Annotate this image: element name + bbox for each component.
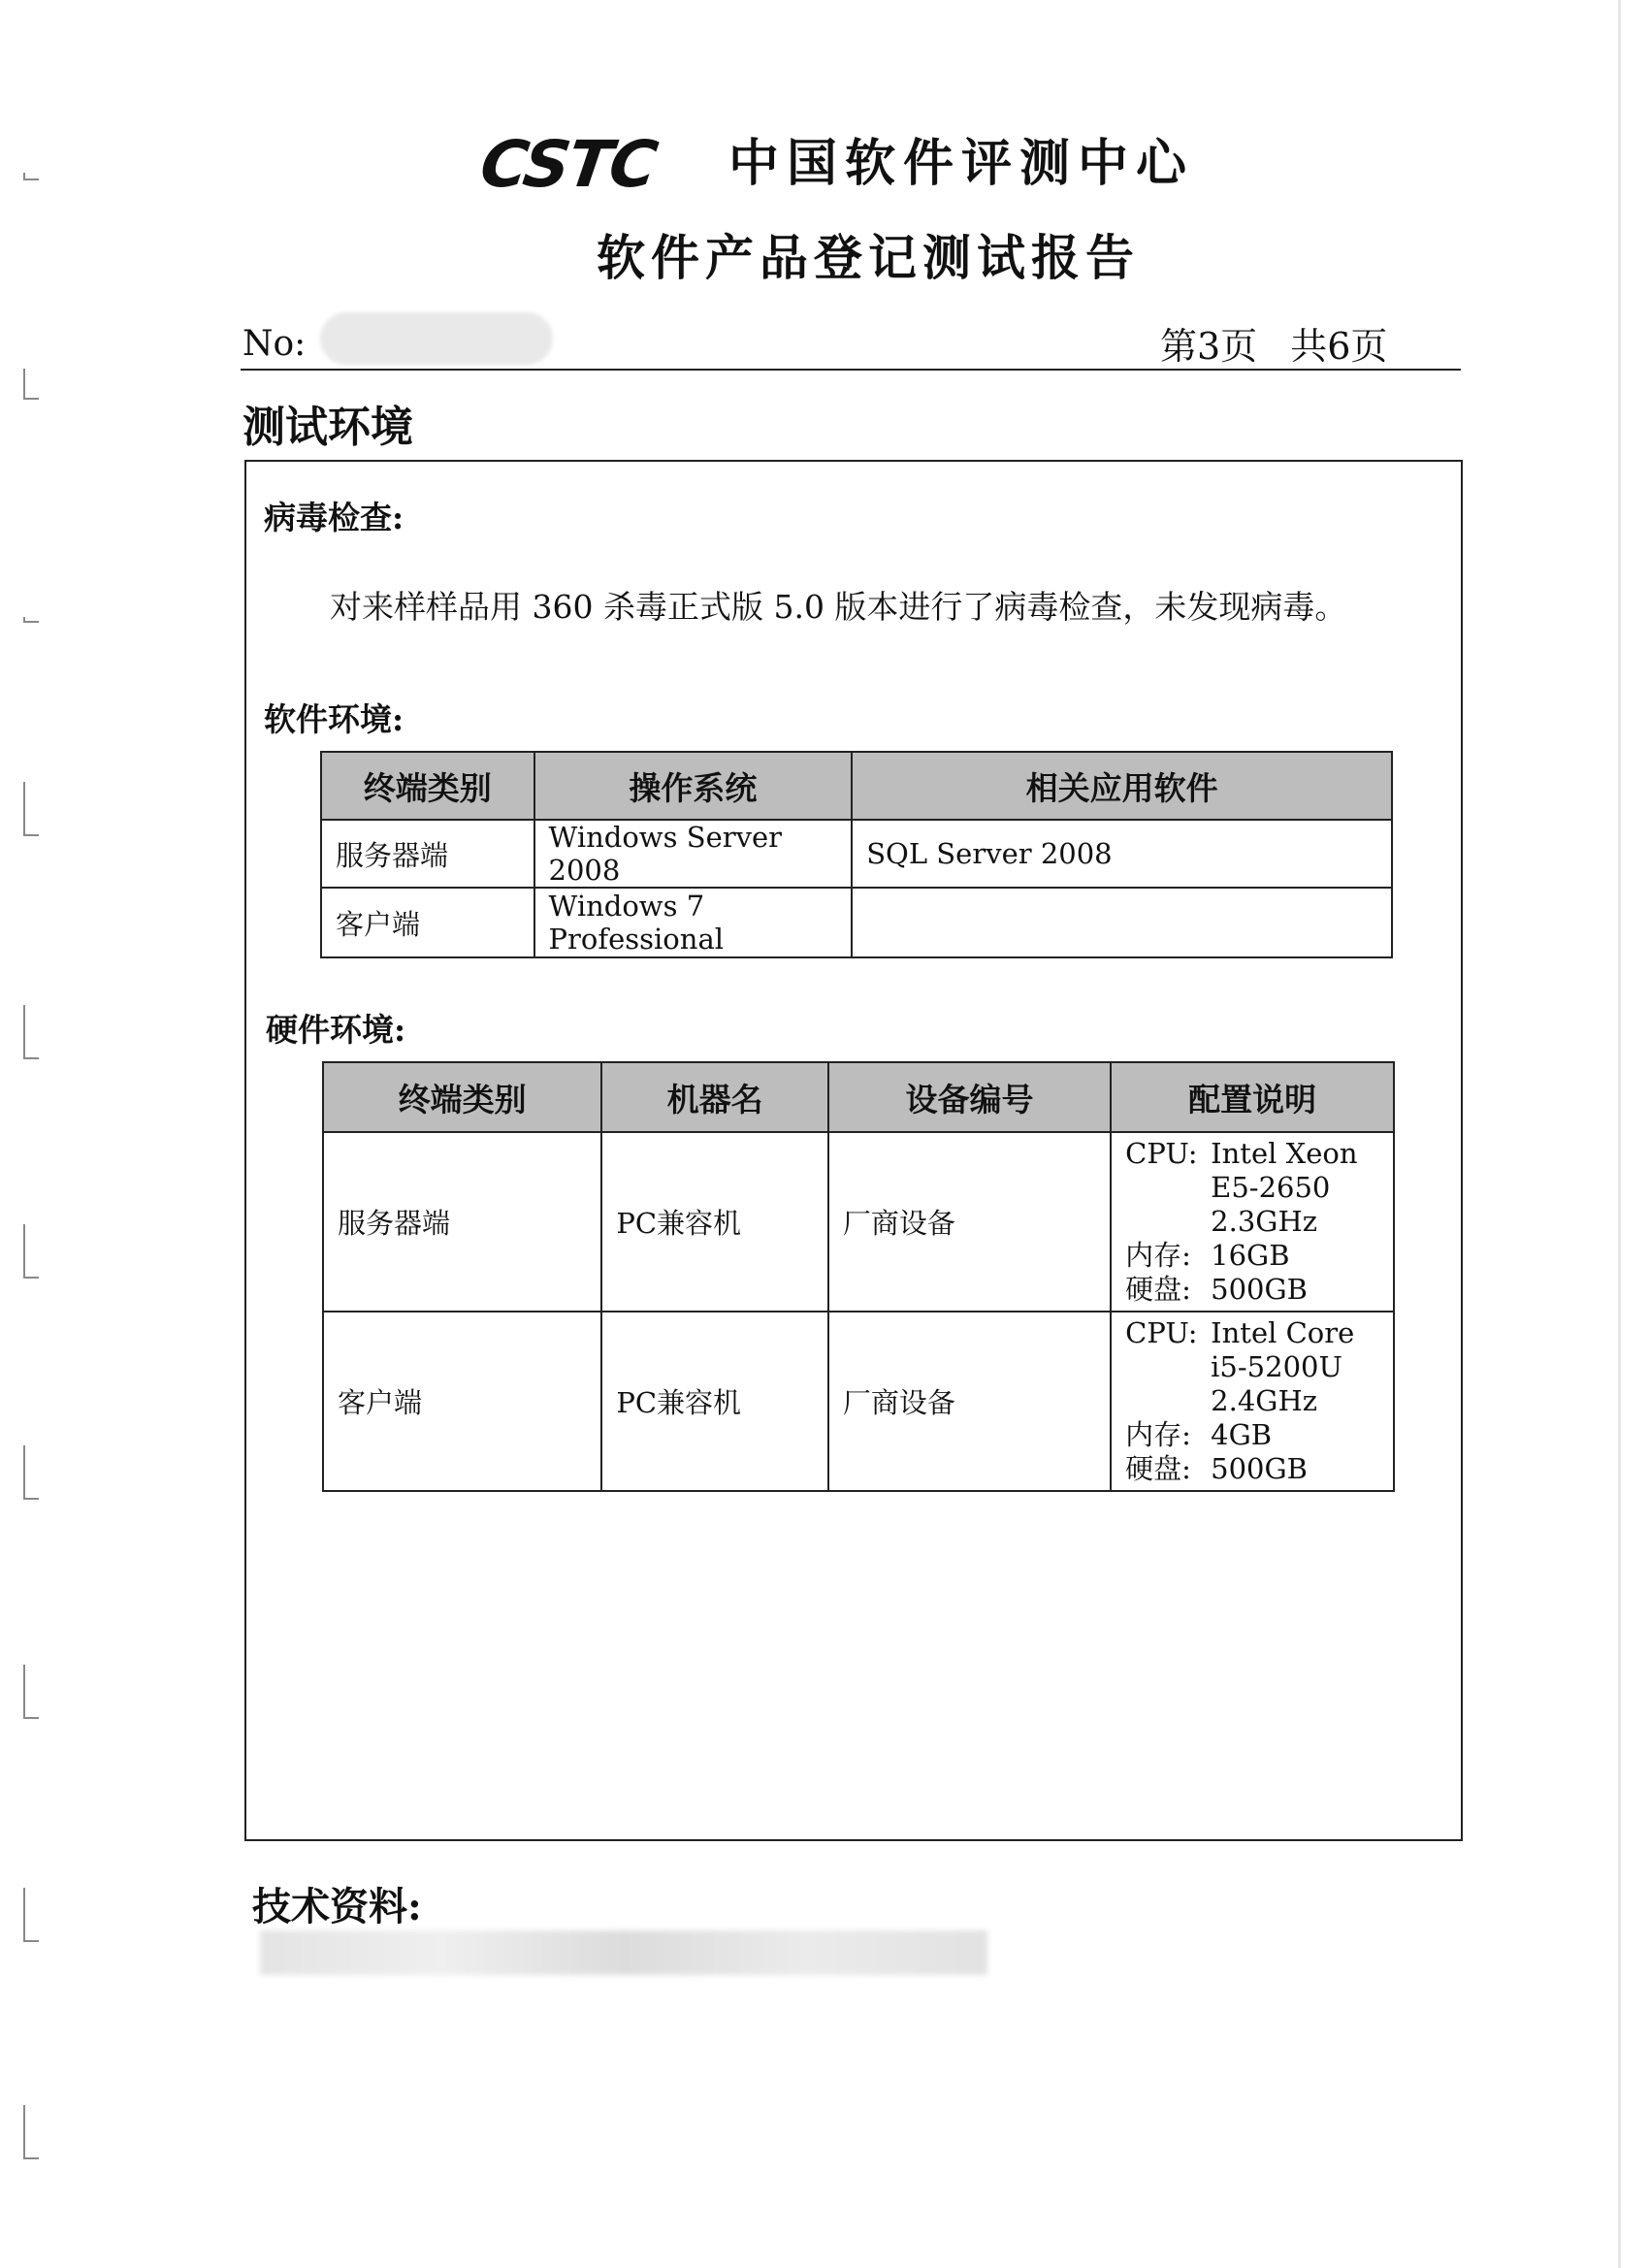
cpu-value: Intel Core	[1211, 1316, 1355, 1349]
software-env-heading: 软件环境:	[264, 700, 404, 738]
terminal-type-cell: 客户端	[323, 1312, 601, 1491]
center-name: 中国软件评测中心	[728, 135, 1195, 193]
terminal-type-cell: 客户端	[321, 888, 534, 957]
cstc-logo: CSTC	[475, 127, 661, 202]
column-header: 操作系统	[534, 752, 853, 820]
scan-edge	[1618, 0, 1621, 2268]
binding-mark	[23, 1445, 39, 1500]
device-number-cell: 厂商设备	[828, 1312, 1111, 1491]
disk-value: 500GB	[1211, 1273, 1308, 1306]
table-header-row	[321, 752, 1392, 820]
header-logo-row	[475, 127, 1277, 209]
column-header: 终端类别	[323, 1062, 601, 1132]
memory-label: 内存:	[1125, 1418, 1191, 1451]
cpu-value: 2.3GHz	[1211, 1205, 1318, 1238]
table-row	[321, 820, 1392, 888]
report-title: 软件产品登记测试报告	[597, 230, 1140, 286]
hardware-env-heading: 硬件环境:	[266, 1011, 406, 1049]
app-cell: SQL Server 2008	[852, 820, 1392, 888]
memory-label: 内存:	[1125, 1239, 1191, 1272]
section-title: 测试环境	[242, 403, 413, 452]
binding-mark	[23, 782, 39, 836]
column-header: 机器名	[601, 1062, 828, 1132]
binding-mark	[23, 173, 39, 180]
binding-mark	[23, 2105, 39, 2159]
memory-value: 16GB	[1211, 1239, 1290, 1272]
machine-name-cell: PC兼容机	[601, 1132, 828, 1312]
binding-mark	[23, 1665, 39, 1719]
column-header: 配置说明	[1111, 1062, 1394, 1132]
disk-label: 硬盘:	[1125, 1273, 1191, 1306]
redacted-report-number	[320, 312, 553, 365]
disk-label: 硬盘:	[1125, 1452, 1191, 1485]
header-rule	[241, 369, 1461, 371]
cpu-label: CPU:	[1125, 1137, 1198, 1170]
hardware-env-table	[322, 1061, 1395, 1492]
terminal-type-cell: 服务器端	[321, 820, 534, 888]
terminal-type-cell: 服务器端	[323, 1132, 601, 1312]
cpu-value: 2.4GHz	[1211, 1384, 1318, 1417]
table-header-row	[323, 1062, 1394, 1132]
device-number-cell: 厂商设备	[828, 1132, 1111, 1312]
table-row	[323, 1132, 1394, 1312]
virus-check-text: 对来样样品用 360 杀毒正式版 5.0 版本进行了病毒检查，未发现病毒。	[330, 588, 1347, 626]
report-number-label: No:	[242, 324, 307, 364]
binding-mark	[23, 1005, 39, 1059]
column-header: 终端类别	[321, 752, 534, 820]
page-total: 共6页	[1290, 325, 1388, 368]
cpu-label: CPU:	[1125, 1316, 1198, 1349]
tech-docs-heading: 技术资料:	[252, 1884, 422, 1929]
binding-mark	[23, 617, 39, 623]
virus-check-heading: 病毒检查:	[264, 499, 404, 536]
software-env-table	[320, 751, 1393, 958]
os-cell: Windows 7 Professional	[534, 888, 853, 957]
page-info	[1160, 316, 1387, 370]
binding-mark	[23, 369, 39, 400]
config-cell	[1111, 1132, 1394, 1312]
cpu-value: Intel Xeon	[1211, 1137, 1358, 1170]
column-header: 相关应用软件	[852, 752, 1392, 820]
machine-name-cell: PC兼容机	[601, 1312, 828, 1491]
redacted-tech-docs-text	[260, 1930, 987, 1975]
os-cell: Windows Server 2008	[534, 820, 853, 888]
table-row	[323, 1312, 1394, 1491]
binding-mark	[23, 1888, 39, 1942]
table-row	[321, 888, 1392, 957]
binding-mark	[23, 1224, 39, 1279]
app-cell	[852, 888, 1392, 957]
column-header: 设备编号	[828, 1062, 1111, 1132]
memory-value: 4GB	[1211, 1418, 1273, 1451]
cpu-value: E5-2650	[1211, 1171, 1331, 1204]
cpu-value: i5-5200U	[1211, 1350, 1342, 1383]
disk-value: 500GB	[1211, 1452, 1308, 1485]
page-current: 第3页	[1160, 325, 1258, 368]
config-cell	[1111, 1312, 1394, 1491]
